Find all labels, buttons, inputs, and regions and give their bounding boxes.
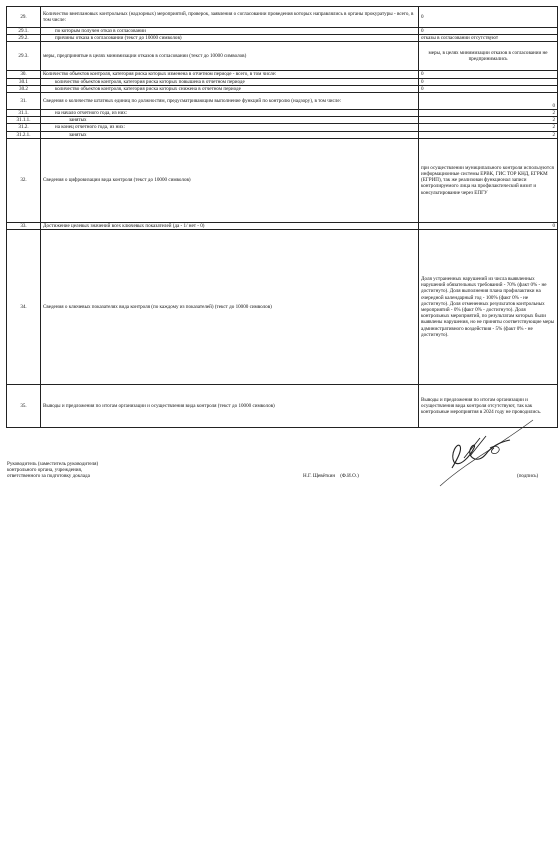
table-row [7,117,558,124]
table-row [7,131,558,138]
row-number: 29.1. [7,28,41,35]
row-value: отказы в согласовании отсутствуют [419,35,558,42]
row-value: Выводы и предложения по итогам организации и осуществления вида контроля отсутствуют, так как контрольные мероприятия в 2024 году не проводились. [419,385,558,428]
signer-title-line2: контрольного органа, учреждения, [7,467,83,474]
row-label: Количество объектов контроля, категория риска которых изменена в отчетном периоде - всего, в том числе: [41,71,419,78]
table-row [7,230,558,385]
row-label: причины отказа в согласовании (текст до 10000 символов) [41,35,419,42]
row-number: 33. [7,222,41,229]
row-number: 29. [7,7,41,28]
table-row [7,7,558,28]
table-row [7,28,558,35]
row-value: 2 [419,124,558,131]
row-label: по которым получен отказ в согласовании [41,28,419,35]
table-row [7,78,558,85]
row-value: 0 [419,93,558,110]
row-label: количество объектов контроля, категория риска которых снижена в отчетном периоде [41,85,419,92]
row-value: 2 [419,110,558,117]
row-number: 32. [7,138,41,222]
table-row [7,85,558,92]
row-label: Количество внеплановых контрольных (надзорных) мероприятий, проверок, заявления о согласовании проведения которых направлялись в органы прокуратуры - всего, в том числе: [41,7,419,28]
row-number: 30.2 [7,85,41,92]
row-value: Доля устраненных нарушений из числа выявленных нарушений обязательных требований - 70% (факт 0% - не достигнуто). Доля выполнения плана профилактики на очередной календарный год - 100% (факт 0% - не достигнуто). Доля отмененных результатов контрольных мероприятий - 0% (факт 0% - достигнуто). Доля контрольных мероприятий, по результатам которых были выявлены нарушения, но не приняты соответствующие меры административного воздействия - 5% (факт 0% - не достигнуто). [419,230,558,385]
signer-title-line1: Руководитель (заместитель руководителя) [7,461,99,467]
row-label: Сведения о количестве штатных единиц по должностям, предусматривающим выполнение функций по контролю (надзору), в том числе: [41,93,419,110]
row-value: 2 [419,117,558,124]
row-label: Сведения о ключевых показателях вида контроля (по каждому из показателей) (текст до 10000 символов) [41,230,419,385]
table-row [7,222,558,229]
table-row [7,42,558,71]
signer-title-line3: ответственного за подготовку доклада [7,473,90,480]
row-number: 35. [7,385,41,428]
fio-caption: (Ф.И.О.) [340,473,359,480]
row-number: 31. [7,93,41,110]
signer-name-field [303,473,359,479]
row-label: Выводы и предложения по итогам организации и осуществления вида контроля (текст до 10000 символов) [41,385,419,428]
row-label: Сведения о цифровизации вида контроля (текст до 10000 символов) [41,138,419,222]
row-label: занятых [41,131,419,138]
row-label: меры, предпринятые в целях минимизации отказов в согласовании (текст до 10000 символов) [41,42,419,71]
row-number: 30. [7,71,41,78]
row-number: 29.2. [7,35,41,42]
row-value: меры, в целях минимизации отказов в согласовании не предпринимались [419,42,558,71]
row-value: 0 [419,71,558,78]
row-number: 34. [7,230,41,385]
row-number: 31.1. [7,110,41,117]
report-table [6,6,558,428]
row-value: при осуществлении муниципального контроля используются информационные системы ЕРВК, ГИС ТОР КНД, ЕГРКМ (ЕГРИП), так же реализован функционал записи контролируемого лица на профилактический визит и консультирование через ЕПГУ [419,138,558,222]
row-label: занятых [41,117,419,124]
table-row [7,138,558,222]
row-value: 0 [419,28,558,35]
row-value: 0 [419,222,558,229]
row-number: 31.2. [7,124,41,131]
row-value: 0 [419,85,558,92]
row-label: Достижение целевых значений всех ключевых показателей (да - 1/ нет - 0) [41,222,419,229]
table-row [7,93,558,110]
signature-caption: (подпись) [517,473,539,480]
table-row [7,124,558,131]
row-number: 31.1.1. [7,117,41,124]
row-number: 31.2.1. [7,131,41,138]
row-number: 30.1 [7,78,41,85]
row-label: на начало отчетного года, из них: [41,110,419,117]
row-number: 29.3. [7,42,41,71]
row-value: 2 [419,131,558,138]
table-row [7,35,558,42]
row-label: количество объектов контроля, категория риска которых повышена в отчетном периоде [41,78,419,85]
table-row [7,110,558,117]
handwritten-signature [430,418,540,488]
row-value: 0 [419,7,558,28]
signer-name: Н.Г. Щевёткин [303,473,336,480]
row-label: на конец отчетного года, из них: [41,124,419,131]
row-value: 0 [419,78,558,85]
table-row [7,71,558,78]
